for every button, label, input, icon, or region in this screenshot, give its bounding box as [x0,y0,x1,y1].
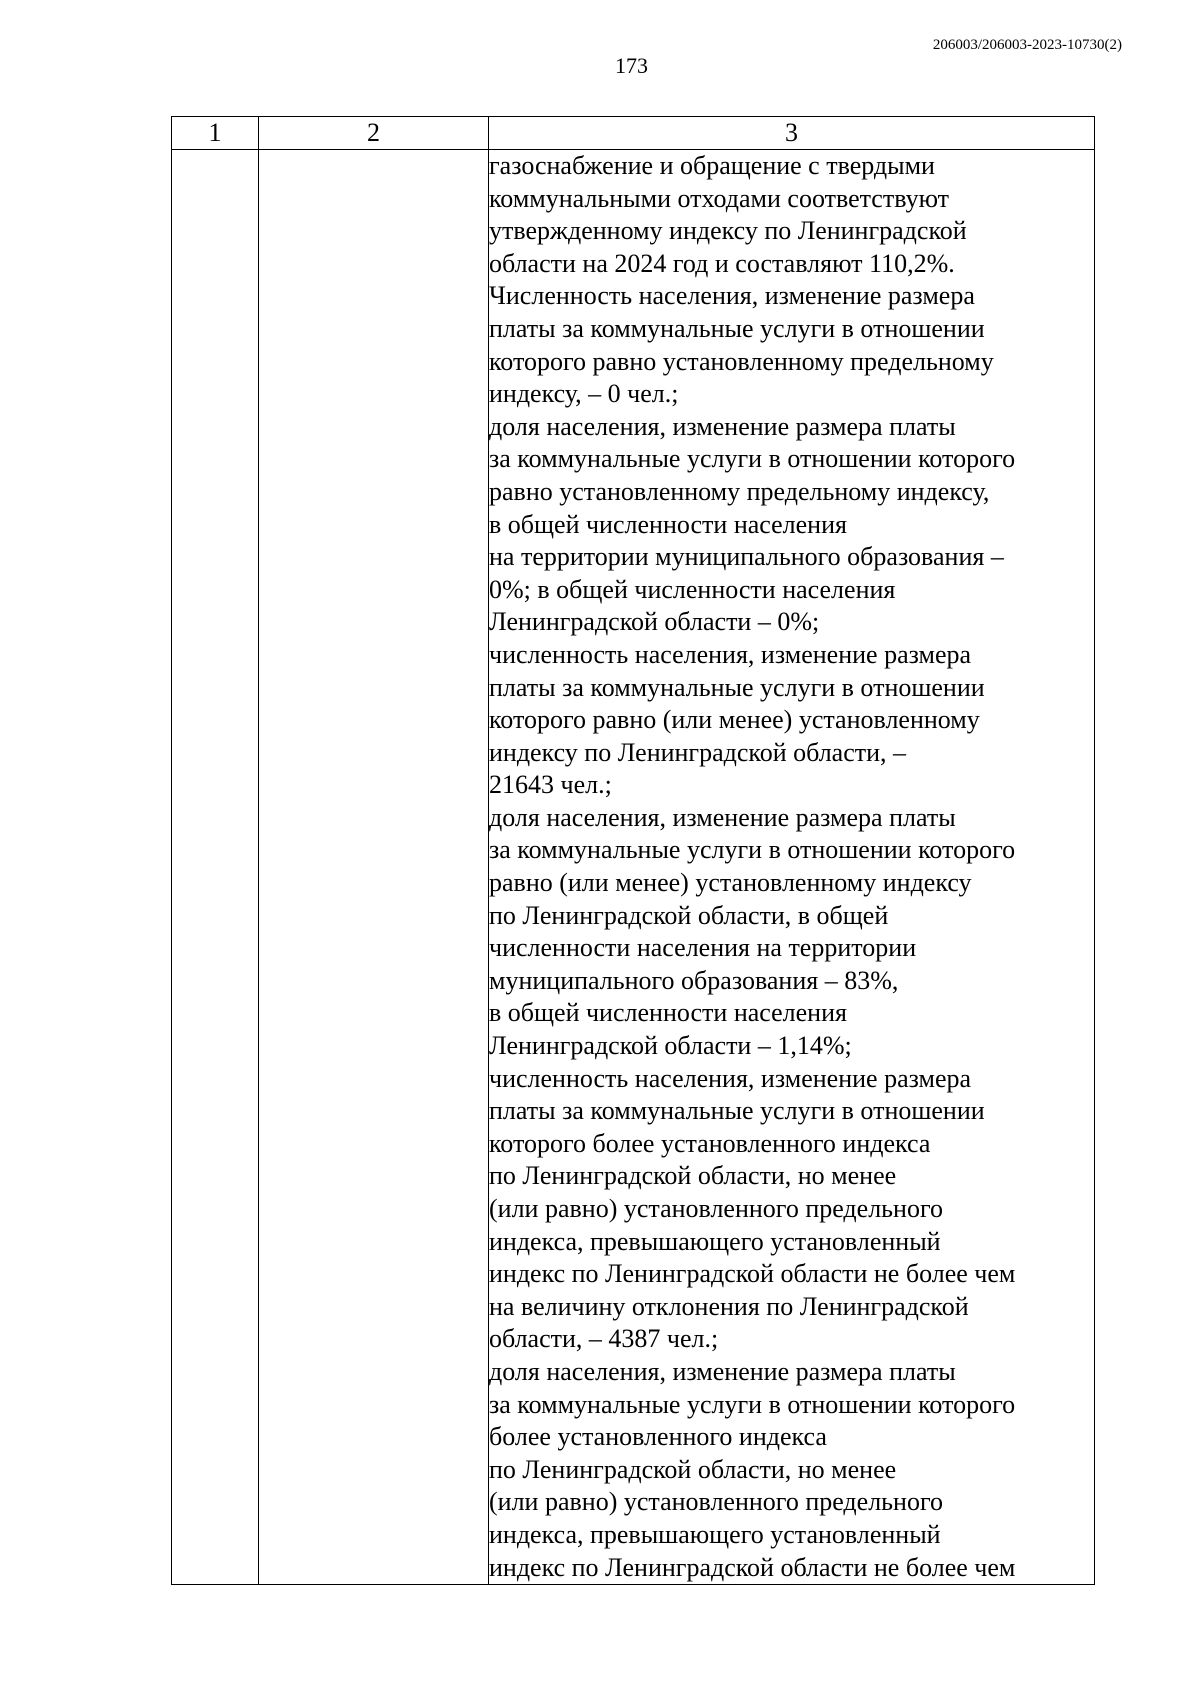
text-line: газоснабжение и обращение с твердыми [489,151,935,180]
table-row [172,150,1095,1585]
content-table [171,116,1095,1585]
text-line: за коммунальные услуги в отношении которого [489,1389,1016,1419]
text-line: индекс по Ленинградской области не более чем [489,1552,1016,1582]
text-line: которого равно установленному предельному [489,346,994,376]
column-header-2: 2 [259,117,489,150]
text-line: 0%; в общей численности населения [489,574,896,604]
text-line: за коммунальные услуги в отношении которого [489,835,1016,865]
page-number: 173 [615,53,648,78]
text-line: индекса, превышающего установленный [489,1519,941,1549]
text-line: Численность населения, изменение размера [489,281,975,311]
text-line: которого равно (или менее) установленному [489,705,980,735]
text-line: платы за коммунальные услуги в отношении [489,313,985,343]
text-line: на величину отклонения по Ленинградской [489,1291,969,1321]
text-line: численность населения, изменение размера [489,639,972,669]
text-line: которого более установленного индекса [489,1128,931,1158]
text-line: индекс по Ленинградской области не более чем [489,1259,1016,1289]
text-line: на территории муниципального образования – [489,542,1004,572]
text-line: доля населения, изменение размера платы [489,1356,956,1386]
text-line: платы за коммунальные услуги в отношении [489,672,985,702]
text-line: платы за коммунальные услуги в отношении [489,1096,985,1126]
table-header-row [172,117,1095,150]
text-line: области, – 4387 чел.; [489,1324,719,1354]
text-line: доля населения, изменение размера платы [489,411,956,441]
text-line: более установленного индекса [489,1422,827,1452]
text-line: (или равно) установленного предельного [489,1487,943,1517]
table-cell-col2 [259,150,489,1585]
text-line: по Ленинградской области, но менее [489,1161,897,1191]
text-line: 21643 чел.; [489,770,612,800]
text-line: индексу по Ленинградской области, – [489,737,907,767]
table-cell-col1 [172,150,259,1585]
text-line: численность населения, изменение размера [489,1063,972,1093]
text-line: в общей численности населения [489,998,847,1028]
text-line: Ленинградской области – 0%; [489,607,820,637]
text-line: (или равно) установленного предельного [489,1194,943,1223]
text-line: индексу, – 0 чел.; [489,379,679,409]
text-line: по Ленинградской области, но менее [489,1454,897,1484]
text-line: численности населения на территории [489,933,917,963]
text-line: равно (или менее) установленному индексу [489,868,972,898]
table-cell-col3 [489,150,1095,1585]
text-line: Ленинградской области – 1,14%; [489,1031,852,1061]
text-line: утвержденному индексу по Ленинградской [489,216,967,246]
text-line: индекса, превышающего установленный [489,1226,941,1256]
text-line: муниципального образования – 83%, [489,965,899,995]
text-line: равно установленному предельному индексу, [489,476,990,506]
column-header-3: 3 [489,117,1095,150]
text-line: области на 2024 год и составляют 110,2%. [489,248,955,278]
text-line: за коммунальные услуги в отношении которого [489,444,1016,474]
text-line: в общей численности населения [489,509,847,539]
text-line: по Ленинградской области, в общей [489,900,889,930]
column-header-1: 1 [172,117,259,150]
document-id: 206003/206003-2023-10730(2) [932,37,1122,53]
text-line: доля населения, изменение размера платы [489,802,956,832]
text-line: коммунальными отходами соответствуют [489,183,950,213]
